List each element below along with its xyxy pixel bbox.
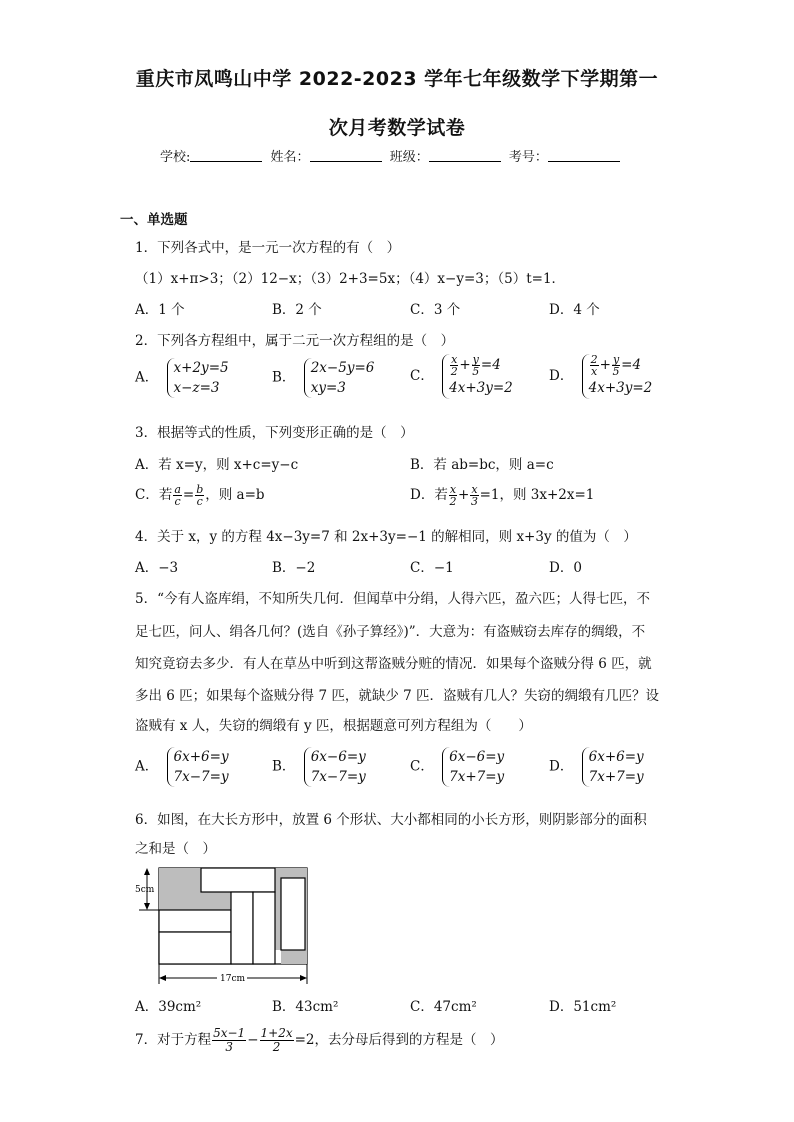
q4-option-c[interactable]: C．−1 [410,560,454,576]
number-label: 考号： [508,150,548,165]
exam-title-line1: 重庆市凤鸣山中学 2022-2023 学年七年级数学下学期第一 [135,68,659,90]
q6-line2: 之和是（ ） [135,841,216,857]
equation-system: 6x−6=y 7x−7=y [304,747,366,787]
q1-option-b[interactable]: B．2 个 [272,302,322,318]
section-heading: 一、单选题 [120,212,188,228]
equation: 4x+3y=2 [588,380,653,396]
equation-system [442,354,513,399]
small-rect-mid1 [231,892,253,964]
q2-stem: 2．下列各方程组中，属于二元一次方程组的是（ ） [135,333,455,349]
option-label: D． [549,368,574,384]
number-blank[interactable] [548,149,620,162]
small-rect-left1 [159,910,231,932]
arrow-head [300,975,307,981]
equation: 4x+3y=2 [449,380,513,396]
height-label: 5cm [135,885,155,895]
small-rect-left2 [159,932,231,964]
q6-option-a[interactable]: A．39cm² [135,999,202,1015]
q5-line1: 5．“今有人盗库绢，不知所失几何．但闻草中分绢，人得六匹，盈六匹；人得七匹，不 [135,591,650,607]
q3-option-b[interactable]: B．若 ab=bc，则 a=c [410,457,554,473]
name-label: 姓名： [270,150,310,165]
q5-line2: 足七匹，问人、绢各几何？(选自《孙子算经》)”．大意为：有盗贼窃去库存的绸缎，不 [135,624,646,640]
equation: $\frac{2}{x}$ + $\frac{y}{5}$ =4 [590,353,642,378]
q6-option-c[interactable]: C．47cm² [410,999,477,1015]
school-blank[interactable] [190,149,262,162]
option-label: B． [272,369,296,386]
student-info [160,146,624,165]
equation: x−z=3 [173,380,220,396]
q3-option-d[interactable]: D．若 $\frac{x}{2}$ + $\frac{x}{3}$ =1，则 3x+2x=1 [410,483,595,508]
equation-system [167,358,229,398]
exam-title-line2: 次月考数学试卷 [328,117,466,139]
q1-option-d[interactable]: D．4 个 [549,302,600,318]
equation: 2x−5y=6 [310,360,375,376]
q1-option-a[interactable]: A．1 个 [135,302,185,318]
small-rect-top [201,868,275,892]
q5-option-b[interactable]: B． 6x−6=y 7x−7=y [272,749,366,785]
class-label: 班级： [389,150,429,165]
arrow-head [144,903,150,910]
q4-option-b[interactable]: B．−2 [272,560,316,576]
q1-stem: 1．下列各式中，是一元一次方程的有（ ） [135,240,401,256]
q1-items: （1）x+π>3；（2）12−x；（3）2+3=5x；（4）x−y=3；（5）t=1． [135,271,566,287]
q4-option-d[interactable]: D．0 [549,560,582,576]
equation-system: 6x+6=y 7x−7=y [167,747,229,787]
q6-line1: 6．如图，在大长方形中，放置 6 个形状、大小都相同的小长方形，则阴影部分的面积 [135,812,647,828]
equation-system [304,358,375,398]
q3-option-a[interactable]: A．若 x=y，则 x+c=y−c [135,457,299,473]
equation: $\frac{x}{2}$ + $\frac{y}{5}$ =4 [450,353,501,378]
rectangle-figure [135,866,315,988]
q2-option-a[interactable] [135,358,229,398]
option-label: A． [135,369,159,386]
q2-option-d[interactable] [549,354,652,399]
class-blank[interactable] [429,149,501,162]
small-rect-mid2 [253,892,275,964]
option-label: C． [410,368,434,384]
width-label: 17cm [220,974,246,984]
q3-option-c[interactable]: C．若 $\frac{a}{c}$ = $\frac{b}{c}$ ，则 a=b [135,483,265,508]
q5-line3: 知究竟窃去多少．有人在草丛中听到这帮盗贼分赃的情况．如果每个盗贼分得 6 匹，就 [135,656,652,672]
equation-system: 6x−6=y 7x+7=y [442,747,504,787]
school-label: 学校: [160,150,191,165]
q6-option-b[interactable]: B．43cm² [272,999,339,1015]
equation-system: 6x+6=y 7x+7=y [582,747,644,787]
q5-option-a[interactable]: A． 6x+6=y 7x−7=y [135,749,229,785]
q6-option-d[interactable]: D．51cm² [549,999,617,1015]
q4-stem: 4．关于 x，y 的方程 4x−3y=7 和 2x+3y=−1 的解相同，则 x+3y 的值为（ ） [135,529,637,545]
q5-line5: 盗贼有 x 人，失窃的绸缎有 y 匹，根据题意可列方程组为（ ） [135,718,532,734]
q2-option-b[interactable] [272,358,374,398]
q5-option-c[interactable]: C． 6x−6=y 7x+7=y [410,749,505,785]
q4-option-a[interactable]: A．−3 [135,560,179,576]
arrow-head [144,868,150,875]
q2-option-c[interactable] [410,354,513,399]
shaded-top-right [275,868,307,876]
q7-stem: 7．对于方程 $\frac{5x-1}{3}$ − $\frac{1+2x}{2}$ =2，去分母后得到的方程是（ ） [135,1026,504,1054]
name-blank[interactable] [310,149,382,162]
equation: xy=3 [310,380,346,396]
arrow-head [159,975,166,981]
equation: x+2y=5 [173,360,229,376]
q5-line4: 多出 6 匹；如果每个盗贼分得 7 匹，就缺少 7 匹．盗贼有几人？失窃的绸缎有几匹？设 [135,688,660,704]
small-rect-right [281,878,305,950]
q1-option-c[interactable]: C．3 个 [410,302,461,318]
q3-stem: 3．根据等式的性质，下列变形正确的是（ ） [135,425,414,441]
equation-system [582,354,653,399]
q5-option-d[interactable]: D． 6x+6=y 7x+7=y [549,749,644,785]
